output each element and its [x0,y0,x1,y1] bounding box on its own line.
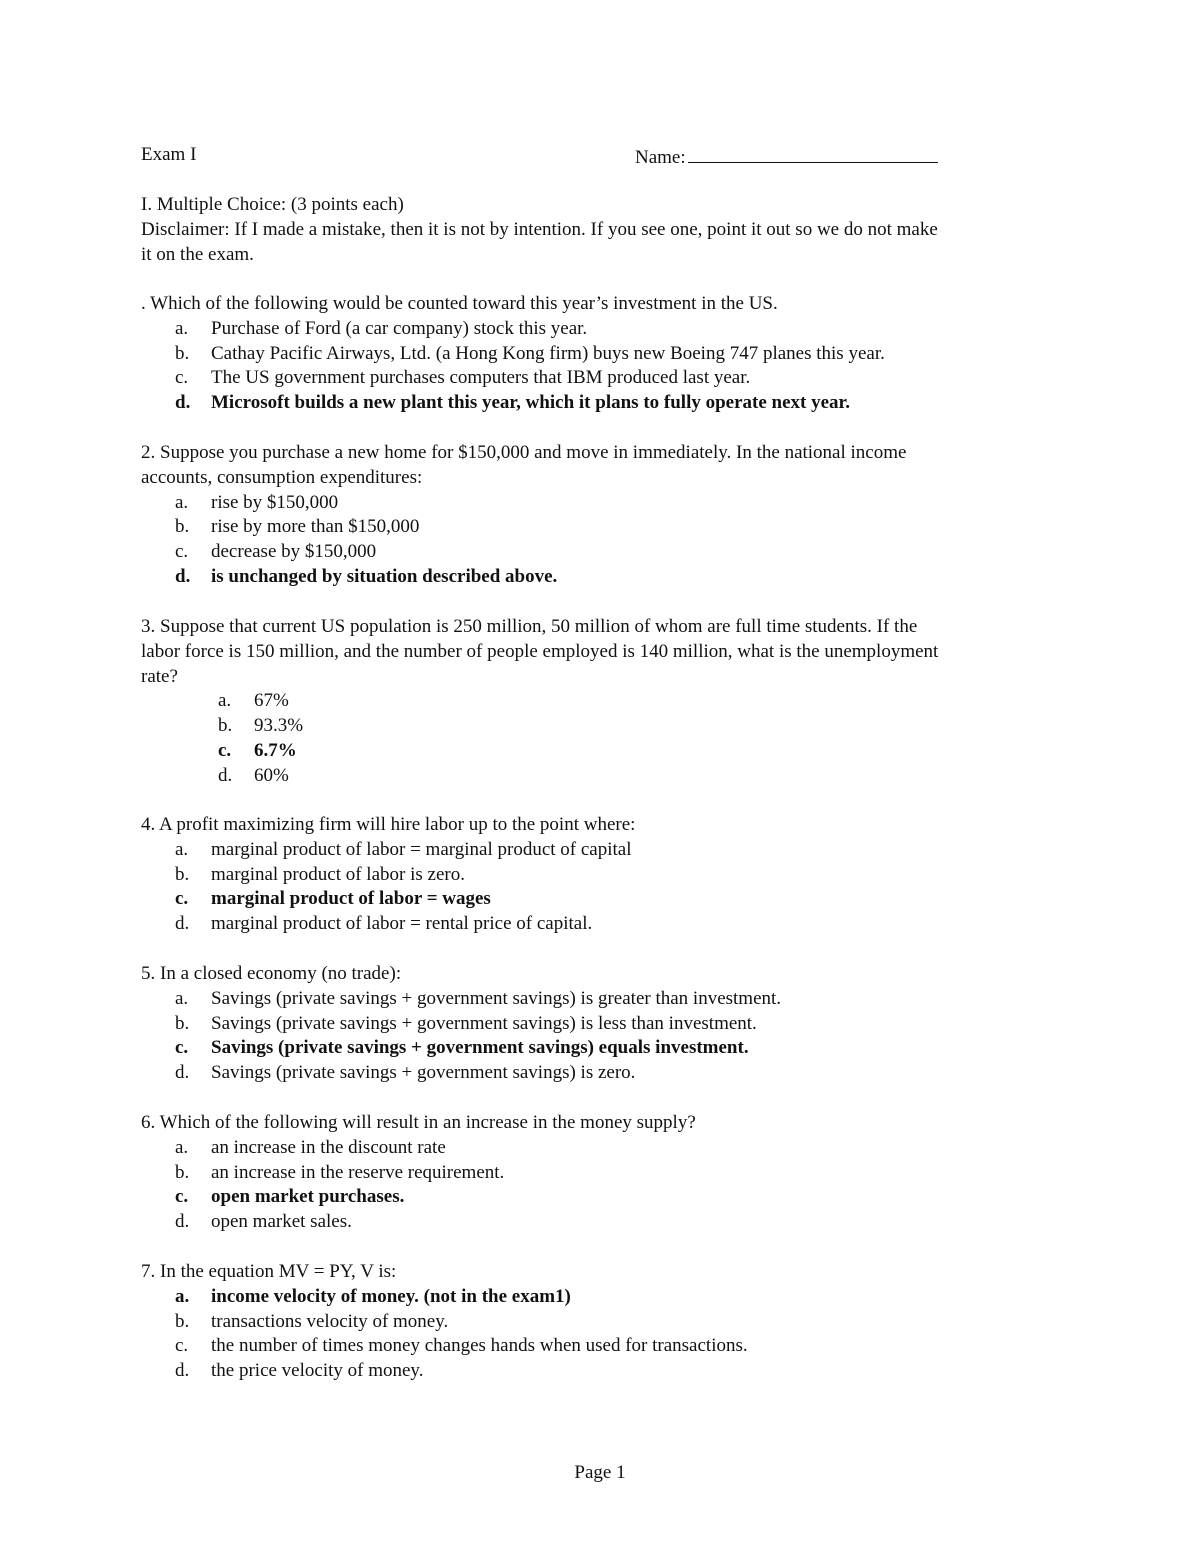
option-text: the number of times money changes hands when used for transactions. [211,1335,748,1357]
question-7-stem-line: 7. In the equation MV = PY, V is: [141,1261,397,1282]
page-number: Page 1 [574,1462,626,1483]
option-letter: a. [175,1285,190,1307]
option-letter: a. [175,838,189,860]
option-letter: b. [175,863,190,885]
option-text: open market sales. [211,1211,352,1233]
option-text: rise by $150,000 [211,491,339,513]
option-text: rise by more than $150,000 [211,516,420,538]
name-blank-line [688,143,938,163]
option-text: Savings (private savings + government savings) is greater than investment. [211,987,782,1009]
option-letter: c. [175,1186,189,1208]
question-5-stem-line: 5. In a closed economy (no trade): [141,963,402,984]
option-letter: b. [175,1310,190,1332]
option-letter: d. [218,764,233,786]
option-text: marginal product of labor is zero. [211,863,465,885]
option-letter: d. [175,1211,190,1233]
option-text-answer: Microsoft builds a new plant this year, which it plans to fully operate next year. [211,392,850,414]
disclaimer-line-1: Disclaimer: If I made a mistake, then it is not by intention. If you see one, point it out so we do not make [141,219,938,240]
option-letter: d. [175,392,191,414]
option-letter: a. [175,491,189,513]
question-3-stem-line: rate? [141,665,178,687]
option-letter: c. [218,740,232,761]
option-text: decrease by $150,000 [211,541,377,563]
question-4-stem-line: 4. A profit maximizing firm will hire labor up to the point where: [141,814,636,835]
option-letter: d. [175,566,191,587]
option-text: Savings (private savings + government savings) is zero. [211,1062,636,1084]
option-text-answer: 6.7% [254,740,297,761]
option-letter: d. [175,1360,190,1382]
question-1-stem-line: . Which of the following would be counted toward this year’s investment in the US. [141,293,778,314]
option-text-answer: Savings (private savings + government savings) equals investment. [211,1037,749,1059]
exam-title: Exam I [141,144,197,165]
option-letter: c. [175,367,189,389]
option-text: an increase in the discount rate [211,1136,446,1158]
option-text: 60% [254,764,289,786]
option-text: the price velocity of money. [211,1360,424,1382]
option-text: Purchase of Ford (a car company) stock this year. [211,317,588,339]
option-text: The US government purchases computers that IBM produced last year. [211,367,751,389]
option-letter: b. [175,342,190,364]
option-letter: a. [175,1136,189,1158]
option-letter: a. [175,317,189,339]
option-letter: d. [175,1062,190,1084]
option-text: transactions velocity of money. [211,1310,449,1332]
question-6-stem-line: 6. Which of the following will result in an increase in the money supply? [141,1112,696,1133]
question-3-stem-line: 3. Suppose that current US population is 250 million, 50 million of whom are full time students. If the [141,616,918,637]
option-letter: b. [218,715,233,737]
option-letter: b. [175,1012,190,1034]
option-letter: c. [175,888,189,910]
option-letter: a. [175,987,189,1009]
question-3-stem-line: labor force is 150 million, and the number of people employed is 140 million, what is the unemployment [141,640,939,662]
question-2-stem-line: 2. Suppose you purchase a new home for $150,000 and move in immediately. In the national income [141,442,907,463]
option-text: an increase in the reserve requirement. [211,1161,505,1183]
option-text: marginal product of labor = marginal product of capital [211,838,632,860]
name-field [635,143,938,170]
option-text: Cathay Pacific Airways, Ltd. (a Hong Kong firm) buys new Boeing 747 planes this year. [211,342,885,364]
option-text-answer: open market purchases. [211,1186,405,1208]
option-text: marginal product of labor = rental price of capital. [211,913,593,935]
option-letter: b. [175,1161,190,1183]
option-text-answer: income velocity of money. (not in the exam1) [211,1285,571,1307]
option-text: 93.3% [254,715,304,737]
option-text-answer: marginal product of labor = wages [211,888,491,910]
option-text: 67% [254,690,289,712]
option-text: Savings (private savings + government savings) is less than investment. [211,1012,757,1034]
option-letter: c. [175,541,189,563]
question-2-stem-line: accounts, consumption expenditures: [141,466,423,488]
name-label: Name: [635,147,686,168]
disclaimer-line-2: it on the exam. [141,244,254,265]
section-title: I. Multiple Choice: (3 points each) [141,194,404,215]
option-letter: a. [218,690,232,712]
option-letter: d. [175,913,190,935]
option-letter: c. [175,1335,189,1357]
option-letter: c. [175,1037,189,1059]
option-text-answer: is unchanged by situation described above. [211,566,558,587]
option-letter: b. [175,516,190,538]
